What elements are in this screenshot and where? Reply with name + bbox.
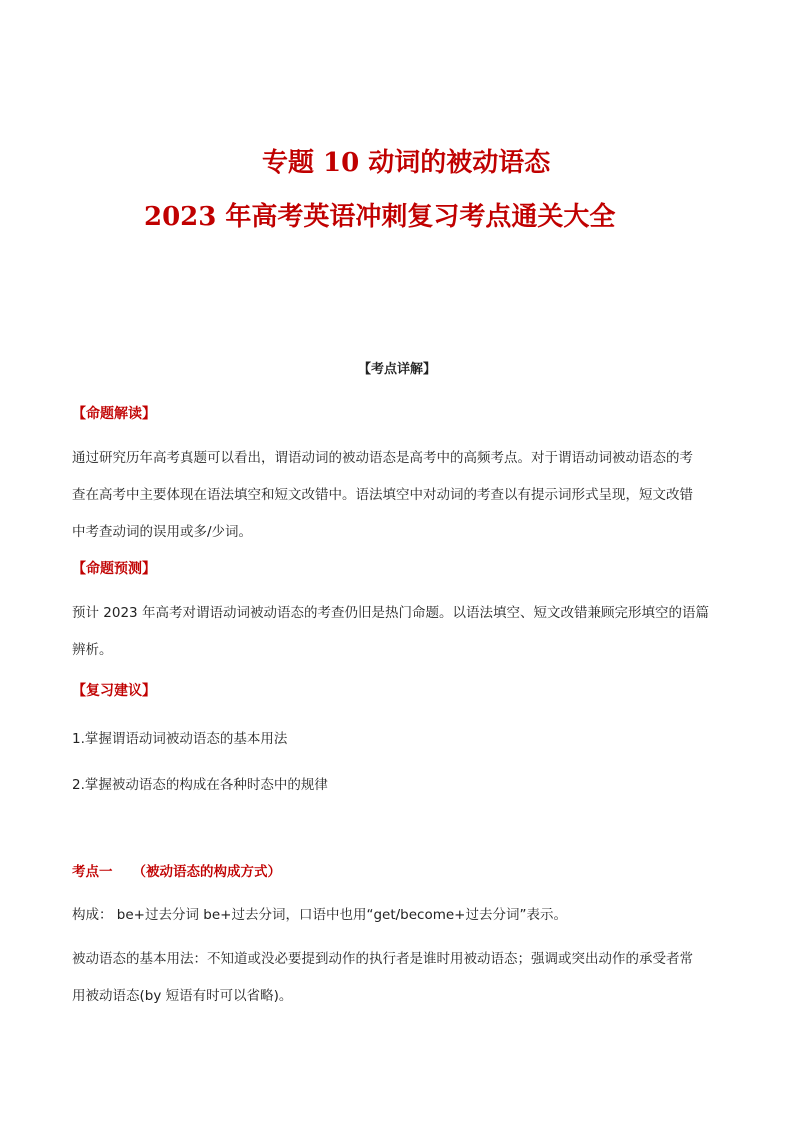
paragraph-prediction (72, 595, 724, 669)
label-prediction: 【命题预测】 (72, 561, 156, 577)
paragraph-line: 用被动语态(by 短语有时可以省略)。 (72, 988, 293, 1004)
paragraph-line: 被动语态的基本用法：不知道或没必要提到动作的执行者是谁时用被动语态；强调或突出动作的承受者常 (72, 951, 693, 967)
paragraph-formation (72, 897, 724, 934)
list-item: 1.掌握谓语动词被动语态的基本用法 (72, 731, 288, 747)
paragraph-interpretation (72, 440, 724, 551)
document-title-main: 2023 年高考英语冲刺复习考点通关大全 (144, 202, 616, 232)
list-advice (72, 716, 724, 808)
paragraph-line: 辨析。 (72, 642, 113, 658)
paragraph-usage (72, 941, 724, 1015)
paragraph-line: 构成： be+过去分词 be+过去分词，口语中也用“get/become+过去分词”表示。 (72, 907, 567, 923)
paragraph-line: 查在高考中主要体现在语法填空和短文改错中。语法填空中对动词的考查以有提示词形式呈现，短文改错 (72, 487, 693, 503)
document-title-topic: 专题 10 动词的被动语态 (262, 148, 551, 178)
point-one-heading (72, 860, 281, 880)
point-one-subtitle: （被动语态的构成方式） (132, 864, 281, 880)
label-advice: 【复习建议】 (72, 683, 156, 699)
paragraph-line: 通过研究历年高考真题可以看出，谓语动词的被动语态是高考中的高频考点。对于谓语动词被动语态的考 (72, 450, 693, 466)
paragraph-line: 预计 2023 年高考对谓语动词被动语态的考查仍旧是热门命题。以语法填空、短文改错兼顾完形填空的语篇 (72, 605, 709, 621)
paragraph-line: 中考查动词的误用或多/少词。 (72, 524, 253, 540)
section-heading-key-points: 【考点详解】 (357, 362, 436, 377)
label-interpretation: 【命题解读】 (72, 406, 156, 422)
list-item: 2.掌握被动语态的构成在各种时态中的规律 (72, 777, 328, 793)
point-one-label: 考点一 (72, 864, 113, 880)
